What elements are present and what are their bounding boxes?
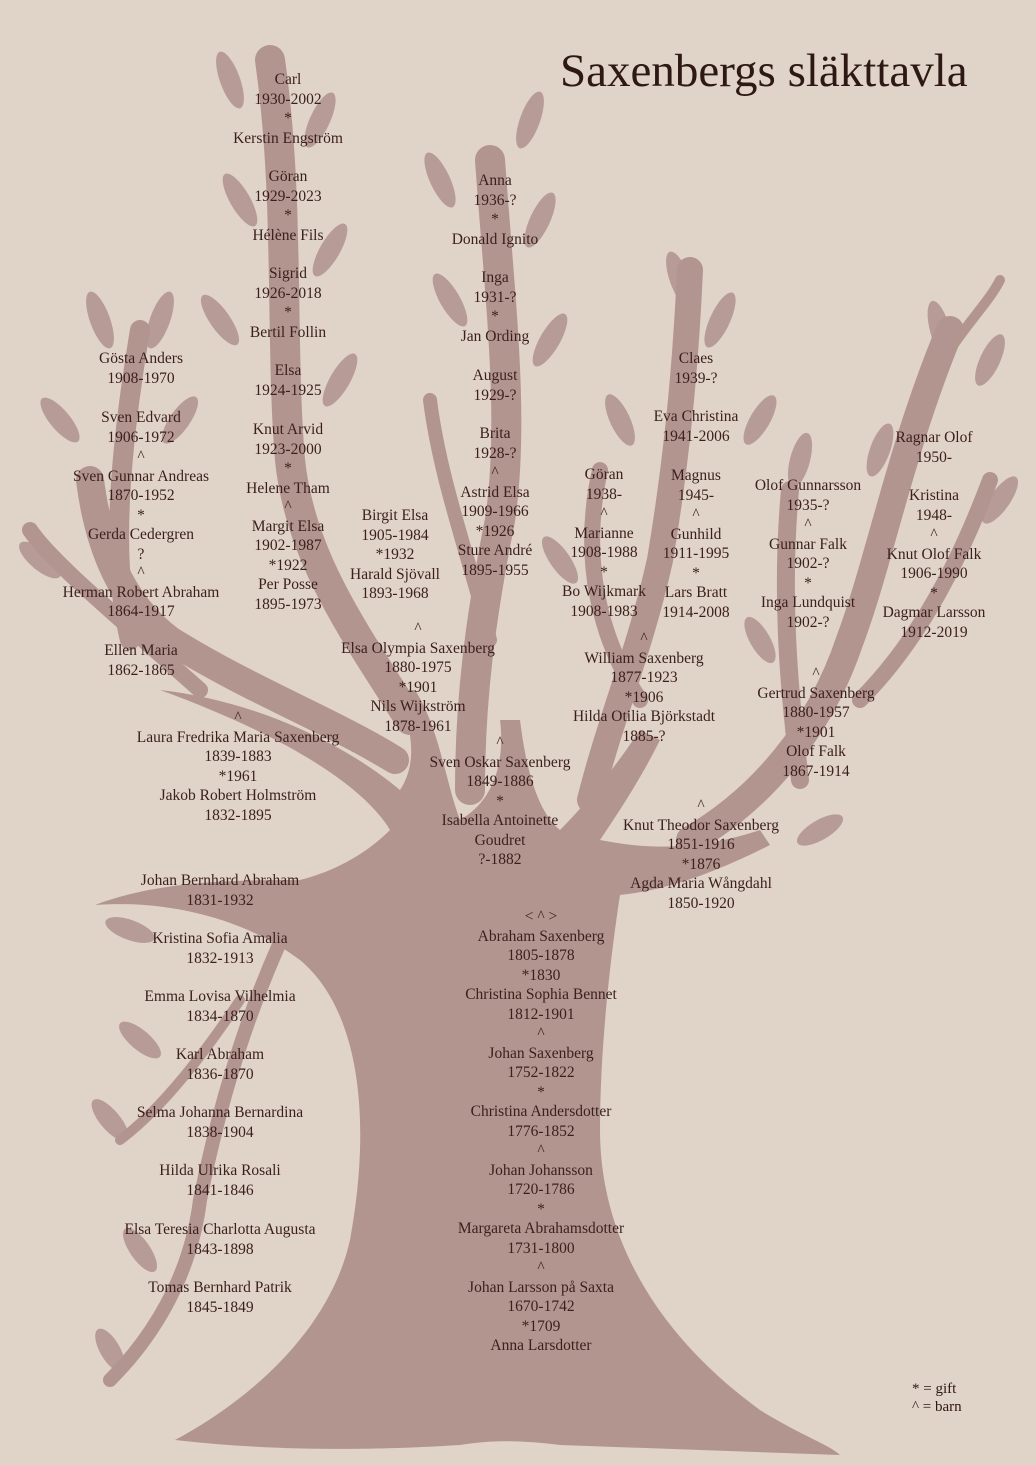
- entry-line: Abraham Saxenberg: [477, 927, 605, 945]
- entry-line: Kristina Sofia Amalia: [152, 930, 288, 947]
- entry-line: 1926-2018: [254, 284, 322, 302]
- entry-line: Astrid Elsa: [460, 483, 530, 501]
- person-block: [73, 447, 209, 564]
- person-block: [233, 70, 343, 148]
- entry-line: Olof Gunnarsson: [754, 477, 862, 494]
- person-block: [141, 871, 299, 910]
- entry-line: Johan Bernhard Abraham: [140, 872, 300, 889]
- entry-line: Kerstin Engström: [233, 129, 343, 147]
- person-block: [104, 641, 178, 680]
- entry-line: 1885-?: [622, 727, 666, 745]
- entry-line: 1902-?: [786, 555, 830, 572]
- entry-line: 1864-1917: [107, 603, 175, 620]
- entry-line: 1812-1901: [507, 1005, 575, 1023]
- entry-line: Birgit Elsa: [361, 507, 429, 524]
- entry-line: Brita: [479, 425, 511, 442]
- entry-line: *1901: [796, 723, 836, 741]
- entry-line: 1895-1973: [254, 595, 322, 613]
- page-title: Saxenbergs släkttavla: [560, 45, 968, 97]
- entry-line: Sven Gunnar Andreas: [72, 467, 210, 485]
- person-block: [252, 167, 323, 245]
- person-block: [573, 629, 715, 746]
- entry-line: *: [284, 110, 292, 127]
- entry-line: ?: [137, 545, 145, 563]
- entry-line: 1895-1955: [461, 561, 529, 579]
- entry-line: Dagmar Larsson: [882, 604, 986, 621]
- entry-line: Gertrud Saxenberg: [757, 684, 875, 702]
- entry-line: *: [496, 792, 504, 810]
- person-block: [124, 1220, 315, 1259]
- person-block: [176, 1045, 264, 1084]
- entry-line: 1923-2000: [254, 440, 322, 458]
- entry-line: *: [284, 207, 292, 224]
- person-block: [101, 408, 181, 447]
- person-block: [473, 424, 516, 463]
- entry-line: Harald Sjövall: [350, 565, 440, 583]
- entry-line: 1909-1966: [461, 503, 529, 520]
- entry-line: 1950-: [915, 448, 953, 466]
- entry-line: ^: [692, 506, 700, 523]
- entry-line: Sture André: [457, 542, 533, 559]
- entry-line: *1961: [218, 767, 258, 785]
- entry-line: 1805-1878: [507, 947, 575, 964]
- entry-line: 1948-: [915, 506, 953, 524]
- person-block: [254, 361, 321, 400]
- person-block: [246, 420, 330, 498]
- entry-line: *1906: [624, 688, 664, 706]
- entry-line: ^: [284, 498, 292, 515]
- entry-line: Per Posse: [258, 576, 318, 593]
- entry-line: 1752-1822: [507, 1064, 575, 1081]
- entry-line: 1851-1916: [667, 836, 735, 853]
- entry-line: *: [491, 211, 499, 228]
- entry-line: Knut Theodor Saxenberg: [622, 816, 780, 834]
- entry-line: 1893-1968: [361, 585, 429, 602]
- entry-line: *: [491, 308, 499, 325]
- entry-line: *: [284, 304, 292, 321]
- entry-line: 1720-1786: [507, 1181, 575, 1198]
- entry-line: *1922: [268, 556, 308, 574]
- entry-line: Lars Bratt: [664, 584, 728, 601]
- entry-line: 1936-?: [473, 191, 517, 209]
- entry-line: *: [600, 563, 608, 581]
- entry-line: Sigrid: [269, 265, 307, 282]
- entry-line: 1862-1865: [107, 661, 175, 679]
- entry-line: Jakob Robert Holmström: [159, 787, 317, 804]
- entry-line: 1670-1742: [507, 1298, 575, 1315]
- entry-line: Inga: [481, 269, 509, 286]
- person-block: [430, 733, 571, 870]
- person-block: [250, 264, 326, 342]
- entry-line: 1870-1952: [107, 487, 175, 504]
- entry-line: ^: [537, 1025, 545, 1042]
- entry-line: *: [537, 1200, 545, 1218]
- entry-line: Anna: [478, 172, 512, 189]
- entry-line: 1931-?: [473, 288, 517, 306]
- person-block: [452, 171, 539, 249]
- entry-line: 1924-1925: [254, 381, 322, 399]
- entry-line: Elsa: [274, 362, 302, 379]
- entry-line: 1902-1987: [254, 537, 322, 554]
- entry-line: Donald Ignito: [451, 230, 539, 248]
- entry-line: Johan Larsson på Saxta: [468, 1278, 614, 1296]
- entry-line: Claes: [678, 350, 714, 367]
- person-block: [461, 268, 529, 346]
- ancestor-lineage-block: [458, 907, 624, 1356]
- entry-line: 1834-1870: [186, 1007, 254, 1025]
- entry-line: ^: [640, 630, 648, 647]
- entry-line: 1930-2002: [254, 90, 322, 108]
- entry-line: 1880-1975: [384, 659, 452, 676]
- entry-line: *1709: [521, 1317, 561, 1335]
- person-block: [144, 987, 295, 1026]
- entry-line: ^: [137, 448, 145, 465]
- entry-line: 1845-1849: [186, 1298, 254, 1316]
- entry-line: 1912-2019: [900, 623, 968, 641]
- legend: [912, 1380, 962, 1416]
- entry-line: ^: [812, 665, 820, 682]
- legend-child: ^ = barn: [912, 1399, 962, 1415]
- entry-line: Knut Arvid: [252, 421, 324, 438]
- entry-line: Margareta Abrahamsdotter: [457, 1220, 625, 1237]
- entry-line: *: [804, 574, 812, 592]
- person-block: [654, 407, 739, 446]
- entry-line: Nils Wijkström: [370, 698, 466, 715]
- entry-line: Christina Andersdotter: [470, 1103, 612, 1120]
- entry-line: 1914-2008: [662, 603, 730, 621]
- entry-line: 1843-1898: [186, 1240, 254, 1258]
- entry-line: Herman Robert Abraham: [62, 583, 220, 601]
- person-block: [152, 929, 287, 968]
- person-block: [350, 506, 440, 604]
- entry-line: ^: [537, 1142, 545, 1159]
- entry-line: William Saxenberg: [584, 649, 704, 667]
- entry-line: Elsa Olympia Saxenberg: [341, 639, 495, 657]
- entry-line: 1908-1970: [107, 369, 175, 387]
- entry-line: August: [472, 367, 518, 384]
- person-block: [252, 497, 324, 614]
- entry-line: *: [692, 564, 700, 582]
- entry-line: Inga Lundquist: [760, 594, 856, 611]
- entry-line: Göran: [584, 466, 624, 483]
- entry-line: Isabella Antoinette: [441, 812, 559, 829]
- person-block: [562, 465, 646, 621]
- entry-line: Anna Larsdotter: [490, 1337, 592, 1354]
- entry-line: 1908-1988: [570, 544, 638, 561]
- entry-line: Carl: [274, 71, 302, 88]
- entry-line: ^: [137, 564, 145, 581]
- entry-line: Tomas Bernhard Patrik: [148, 1279, 292, 1296]
- entry-line: 1906-1990: [900, 565, 968, 582]
- entry-line: Laura Fredrika Maria Saxenberg: [136, 728, 340, 746]
- entry-line: *1932: [375, 546, 415, 563]
- entry-line: Gerda Cedergren: [87, 526, 194, 543]
- entry-line: 1776-1852: [507, 1122, 575, 1140]
- person-block: [159, 1161, 280, 1200]
- entry-line: Magnus: [671, 467, 721, 484]
- entry-line: 1945-: [677, 486, 715, 504]
- entry-line: *1901: [398, 678, 438, 696]
- entry-line: Gösta Anders: [99, 350, 183, 367]
- person-block: [755, 476, 861, 632]
- entry-line: Agda Maria Wångdahl: [630, 875, 772, 892]
- entry-line: *: [284, 460, 292, 477]
- entry-line: *: [930, 584, 938, 602]
- entry-line: Bo Wijkmark: [562, 583, 646, 600]
- entry-line: 1867-1914: [782, 762, 850, 780]
- entry-line: 1850-1920: [667, 894, 735, 912]
- entry-line: Knut Olof Falk: [886, 545, 982, 563]
- person-block: [148, 1278, 292, 1317]
- person-block: [757, 664, 874, 781]
- entry-line: ^: [537, 1259, 545, 1276]
- entry-line: *: [537, 1083, 545, 1101]
- entry-line: Elsa Teresia Charlotta Augusta: [124, 1221, 316, 1238]
- entry-line: ?-1882: [478, 851, 522, 868]
- entry-line: ^: [930, 526, 938, 543]
- entry-line: 1911-1995: [662, 545, 730, 562]
- entry-line: 1832-1895: [204, 806, 272, 824]
- entry-line: 1841-1846: [186, 1181, 254, 1199]
- entry-line: Hilda Ulrika Rosali: [159, 1162, 281, 1179]
- person-block: [883, 486, 986, 642]
- entry-line: Göran: [268, 168, 308, 185]
- entry-line: Selma Johanna Bernardina: [136, 1104, 304, 1121]
- person-block: [99, 349, 183, 388]
- entry-line: *1876: [681, 855, 721, 873]
- entry-line: *1926: [475, 522, 515, 540]
- person-block: [63, 563, 220, 622]
- entry-line: *: [137, 506, 145, 524]
- person-block: [458, 463, 532, 580]
- entry-line: ^: [234, 709, 242, 726]
- legend-married: * = gift: [912, 1381, 957, 1397]
- entry-line: Bertil Follin: [249, 323, 327, 341]
- entry-line: Gunnar Falk: [769, 535, 847, 553]
- entry-line: 1849-1886: [466, 773, 534, 790]
- entry-line: < ^ >: [524, 908, 558, 925]
- entry-line: Christina Sophia Bennet: [465, 986, 617, 1003]
- entry-line: 1880-1957: [782, 704, 850, 721]
- entry-line: Marianne: [574, 524, 634, 542]
- entry-line: Ellen Maria: [104, 642, 178, 659]
- entry-line: 1929-2023: [254, 187, 322, 205]
- entry-line: 1928-?: [473, 444, 517, 462]
- person-block: [623, 796, 779, 913]
- entry-line: Sven Oskar Saxenberg: [429, 753, 571, 771]
- entry-line: 1938-: [585, 485, 623, 503]
- entry-line: 1941-2006: [662, 427, 730, 445]
- person-block: [137, 708, 339, 825]
- entry-line: Eva Christina: [653, 408, 739, 425]
- entry-line: ^: [600, 505, 608, 522]
- entry-line: Johan Johansson: [489, 1161, 593, 1179]
- entry-line: 1939-?: [674, 369, 718, 387]
- entry-line: Jan Ording: [460, 327, 530, 345]
- entry-line: 1908-1983: [570, 602, 638, 620]
- entry-line: ^: [414, 620, 422, 637]
- entry-line: 1935-?: [786, 496, 830, 514]
- entry-line: Emma Lovisa Vilhelmia: [144, 988, 296, 1005]
- entry-line: 1838-1904: [186, 1123, 254, 1141]
- entry-line: 1905-1984: [361, 526, 429, 544]
- entry-line: Goudret: [474, 831, 526, 849]
- entry-line: 1731-1800: [507, 1239, 575, 1257]
- entry-line: Sven Edvard: [101, 409, 181, 426]
- entry-line: 1839-1883: [204, 748, 272, 765]
- entry-line: 1836-1870: [186, 1065, 254, 1083]
- entry-line: 1832-1913: [186, 949, 254, 967]
- entry-line: Olof Falk: [786, 743, 846, 760]
- entry-line: Ragnar Olof: [895, 429, 973, 446]
- entry-line: *1830: [521, 966, 561, 984]
- entry-line: Kristina: [909, 487, 959, 504]
- entry-line: ^: [491, 464, 499, 481]
- entry-line: Hélène Fils: [252, 226, 324, 244]
- person-block: [674, 349, 717, 388]
- entry-line: Hilda Otilia Björkstadt: [572, 708, 716, 725]
- person-block: [137, 1103, 303, 1142]
- entry-line: 1831-1932: [186, 891, 254, 909]
- entry-line: 1878-1961: [384, 717, 452, 735]
- entry-line: Gunhild: [670, 525, 722, 543]
- person-block: [341, 619, 495, 736]
- entry-line: Karl Abraham: [175, 1046, 265, 1063]
- entry-line: Margit Elsa: [251, 517, 325, 535]
- entry-line: 1929-?: [473, 386, 517, 404]
- entry-line: ^: [496, 734, 504, 751]
- entry-line: 1906-1972: [107, 428, 175, 446]
- entry-line: ^: [804, 516, 812, 533]
- entry-line: Helene Tham: [246, 479, 330, 497]
- entry-line: Johan Saxenberg: [488, 1044, 594, 1062]
- person-block: [473, 366, 518, 405]
- entry-line: ^: [697, 797, 705, 814]
- person-block: [895, 428, 972, 467]
- person-block: [662, 466, 729, 622]
- entry-line: 1902-?: [786, 613, 830, 631]
- entry-line: 1877-1923: [610, 669, 678, 686]
